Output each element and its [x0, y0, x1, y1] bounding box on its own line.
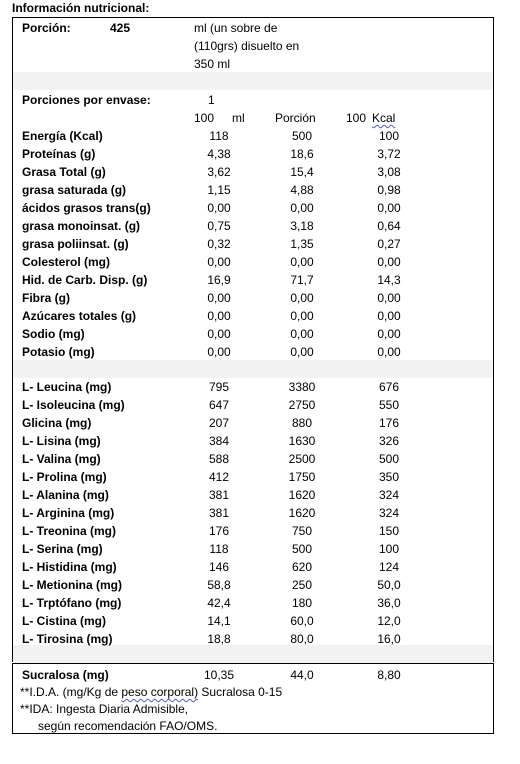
value-100kcal: 16,0 — [377, 632, 401, 646]
value-portion: 3380 — [288, 380, 316, 394]
value-100ml: 1,15 — [207, 183, 231, 197]
row-label: L- Arginina (mg) — [22, 506, 115, 520]
row-label: Glicina (mg) — [22, 416, 92, 430]
servings-label: Porciones por envase: — [22, 93, 151, 107]
value-portion: 1750 — [288, 470, 316, 484]
value-portion: 80,0 — [290, 632, 314, 646]
value-100ml: 0,00 — [207, 291, 231, 305]
row-label: L- Cistina (mg) — [22, 614, 106, 628]
value-100kcal: 0,00 — [377, 201, 401, 215]
value-100kcal: 100 — [378, 129, 400, 143]
value-100ml: 381 — [208, 488, 230, 502]
value-100ml: 795 — [208, 380, 230, 394]
value-portion: 0,00 — [290, 309, 314, 323]
value-100ml: 3,62 — [207, 165, 231, 179]
row-label: Sodio (mg) — [22, 327, 85, 341]
value-100kcal: 0,64 — [377, 219, 401, 233]
sucralose-label: Sucralosa (mg) — [22, 668, 109, 682]
shaded-spacer-row — [13, 72, 493, 90]
sucralose-box — [12, 663, 494, 734]
value-portion: 18,6 — [290, 147, 314, 161]
value-100kcal: 324 — [378, 488, 400, 502]
value-100kcal: 0,00 — [377, 345, 401, 359]
value-100kcal: 3,08 — [377, 165, 401, 179]
value-100ml: 0,32 — [207, 237, 231, 251]
portion-desc-line: ml (un sobre de — [194, 21, 278, 35]
value-portion: 2500 — [288, 452, 316, 466]
value-portion: 500 — [291, 129, 313, 143]
value-portion: 4,88 — [290, 183, 314, 197]
row-label: L- Lisina (mg) — [22, 434, 101, 448]
value-100ml: 0,00 — [207, 345, 231, 359]
value-100kcal: 500 — [378, 452, 400, 466]
value-portion: 2750 — [288, 398, 316, 412]
row-label: Energía (Kcal) — [22, 129, 103, 143]
row-label: L- Trptófano (mg) — [22, 596, 122, 610]
value-100ml: 0,00 — [207, 255, 231, 269]
value-100kcal: 100 — [378, 542, 400, 556]
value-100ml: 16,9 — [207, 273, 231, 287]
header-100: 100 — [194, 111, 215, 125]
footnote-source: según recomendación FAO/OMS. — [38, 719, 218, 733]
value-100kcal: 0,27 — [377, 237, 401, 251]
value-100ml: 42,4 — [207, 596, 231, 610]
value-100ml: 118 — [209, 542, 229, 556]
sucralose-100kcal: 8,80 — [377, 668, 401, 682]
value-100kcal: 176 — [378, 416, 400, 430]
row-label: grasa monoinsat. (g) — [22, 219, 141, 233]
value-100ml: 146 — [208, 560, 230, 574]
nutrition-table — [12, 17, 494, 662]
value-portion: 60,0 — [290, 614, 314, 628]
value-portion: 15,4 — [290, 165, 314, 179]
value-100ml: 207 — [208, 416, 230, 430]
value-portion: 0,00 — [290, 291, 314, 305]
footnote-ida-definition: **IDA: Ingesta Diaria Admisible, — [20, 702, 189, 716]
value-portion: 500 — [291, 542, 313, 556]
value-100ml: 384 — [208, 434, 230, 448]
value-portion: 180 — [291, 596, 313, 610]
row-label: L- Leucina (mg) — [22, 380, 112, 394]
value-100ml: 18,8 — [207, 632, 231, 646]
value-100ml: 381 — [208, 506, 230, 520]
value-100ml: 0,00 — [207, 201, 231, 215]
row-label: L- Histidina (mg) — [22, 560, 117, 574]
page-title: Información nutricional: — [12, 1, 150, 15]
header-kcal: Kcal — [372, 111, 396, 125]
value-100kcal: 0,98 — [377, 183, 401, 197]
value-100ml: 0,00 — [207, 327, 231, 341]
portion-desc-line: (110grs) disuelto en — [194, 39, 300, 53]
value-portion: 0,00 — [290, 255, 314, 269]
value-portion: 0,00 — [290, 345, 314, 359]
value-100ml: 0,00 — [207, 309, 231, 323]
value-portion: 880 — [291, 416, 313, 430]
value-100kcal: 550 — [378, 398, 400, 412]
value-portion: 250 — [291, 578, 313, 592]
value-100kcal: 124 — [378, 560, 400, 574]
value-100kcal: 3,72 — [377, 147, 401, 161]
value-portion: 750 — [291, 524, 313, 538]
row-label: L- Isoleucina (mg) — [22, 398, 125, 412]
header-ml: ml — [232, 111, 245, 125]
row-label: L- Prolina (mg) — [22, 470, 107, 484]
value-100kcal: 12,0 — [377, 614, 401, 628]
value-100ml: 412 — [208, 470, 230, 484]
row-label: grasa saturada (g) — [22, 183, 127, 197]
row-label: L- Alanina (mg) — [22, 488, 109, 502]
value-100kcal: 326 — [378, 434, 400, 448]
value-100kcal: 0,00 — [377, 309, 401, 323]
value-100kcal: 350 — [378, 470, 400, 484]
value-100ml: 588 — [208, 452, 230, 466]
row-label: grasa poliinsat. (g) — [22, 237, 129, 251]
servings-value: 1 — [208, 93, 215, 107]
row-label: Azúcares totales (g) — [22, 309, 137, 323]
value-100ml: 176 — [208, 524, 230, 538]
portion-label: Porción: — [22, 21, 71, 35]
footnote-ida: **I.D.A. (mg/Kg de peso corporal) Sucralosa 0-15 — [20, 685, 283, 699]
value-100kcal: 36,0 — [377, 596, 401, 610]
row-label: L- Metionina (mg) — [22, 578, 122, 592]
value-100ml: 58,8 — [207, 578, 231, 592]
value-100kcal: 0,00 — [377, 291, 401, 305]
value-portion: 3,18 — [290, 219, 314, 233]
portion-desc-line: 350 ml — [194, 57, 231, 71]
sucralose-100ml: 10,35 — [203, 668, 235, 682]
value-100kcal: 50,0 — [377, 578, 401, 592]
value-portion: 1630 — [288, 434, 316, 448]
value-portion: 1,35 — [290, 237, 314, 251]
row-label: Grasa Total (g) — [22, 165, 106, 179]
row-label: Hid. de Carb. Disp. (g) — [22, 273, 148, 287]
row-label: L- Valina (mg) — [22, 452, 101, 466]
value-100kcal: 14,3 — [377, 273, 401, 287]
value-portion: 0,00 — [290, 327, 314, 341]
value-portion: 620 — [291, 560, 313, 574]
row-label: Potasio (mg) — [22, 345, 95, 359]
row-label: ácidos grasos trans(g) — [22, 201, 151, 215]
shaded-spacer-row — [13, 360, 493, 378]
value-portion: 1620 — [288, 488, 316, 502]
value-100ml: 4,38 — [207, 147, 231, 161]
value-100ml: 14,1 — [207, 614, 231, 628]
row-label: L- Tirosina (mg) — [22, 632, 113, 646]
value-100kcal: 324 — [378, 506, 400, 520]
portion-amount: 425 — [110, 21, 131, 35]
value-100ml: 118 — [209, 129, 229, 143]
header-porcion: Porción — [275, 111, 316, 125]
value-portion: 0,00 — [290, 201, 314, 215]
row-label: Proteínas (g) — [22, 147, 96, 161]
value-100ml: 647 — [208, 398, 230, 412]
sucralose-portion: 44,0 — [290, 668, 314, 682]
row-label: L- Treonina (mg) — [22, 524, 116, 538]
value-portion: 71,7 — [290, 273, 314, 287]
value-100ml: 0,75 — [207, 219, 231, 233]
value-100kcal: 0,00 — [377, 255, 401, 269]
row-label: Colesterol (mg) — [22, 255, 111, 269]
row-label: Fibra (g) — [22, 291, 70, 305]
value-portion: 1620 — [288, 506, 316, 520]
row-label: L- Serina (mg) — [22, 542, 103, 556]
header-100: 100 — [346, 111, 367, 125]
value-100kcal: 0,00 — [377, 327, 401, 341]
value-100kcal: 150 — [378, 524, 400, 538]
value-100kcal: 676 — [378, 380, 400, 394]
